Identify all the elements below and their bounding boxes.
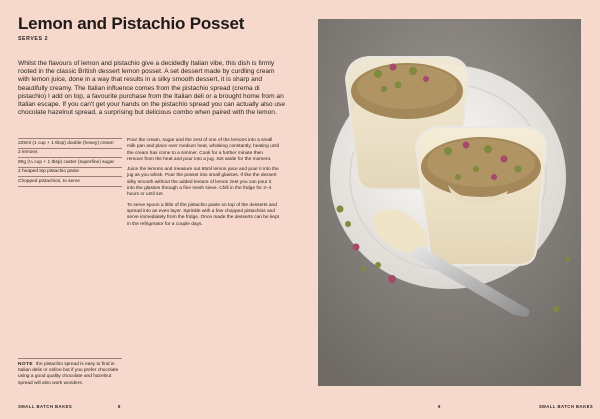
- ingredients-list: [18, 138, 122, 187]
- method-steps: [127, 138, 279, 232]
- front-glass: [416, 127, 546, 265]
- recipe-title: Lemon and Pistachio Posset: [18, 14, 245, 33]
- dessert-illustration: [318, 19, 581, 386]
- ingredient-item: 90g (¼ cup + 1 tbsp) caster (superfine) sugar: [18, 157, 122, 167]
- dessert-photo: [318, 19, 581, 386]
- ingredient-item: 2 heaped tsp pistachio paste: [18, 167, 122, 177]
- ingredient-item: Chopped pistachios, to serve: [18, 176, 122, 187]
- footer-book-title-left: SMALL BATCH BAKES: [18, 404, 73, 409]
- note-label: NOTE: [18, 362, 33, 367]
- ingredient-item: 2 lemons: [18, 148, 122, 158]
- page-number-right: 9: [438, 404, 441, 409]
- method-step: Juice the lemons and measure out 65ml lemon juice and pour it into the jug as you whisk. Pour the posset into small glasses. If like the dessert silky smooth without the added texture of lemon zest you can pour it into the glasses through a fine mesh sieve. Chill in the fridge for 2–4 hours or until set.: [127, 167, 279, 198]
- recipe-note: [18, 358, 122, 387]
- note-text: the pistachio spread is easy to find in Italian delis or online but if you prefer chocolate using a good quality chocolate and hazelnut spread will also work wonders.: [18, 362, 119, 386]
- ingredient-item: 225ml (1 cup + 1 tbsp) double (heavy) cream: [18, 138, 122, 148]
- method-step: To serve spoon a little of the pistachio paste on top of the desserts and spread into an even layer. Sprinkle with a few chopped pistachios and serve immediately from the fridge. Once made the desserts can be kept in the refrigerator for a couple days.: [127, 202, 279, 227]
- footer-book-title-right: SMALL BATCH BAKES: [539, 404, 594, 409]
- method-step: Pour the cream, sugar and the zest of one of the lemons into a small milk pan and place over medium heat, whisking constantly, heating until the cream has come to a simmer. Cook for a further minute then remove from the heat and pour into a jug. Set aside for the moment.: [127, 138, 279, 162]
- page-number-left: 8: [118, 404, 121, 409]
- serves-label: SERVES 2: [18, 36, 49, 42]
- recipe-intro: Whilst the flavours of lemon and pistachio give a decidedly Italian vibe, this dish is firmly rooted in the classic British dessert lemon posset. A set dessert made by curdling cream with lemon juice, done in a way that results in a silky smooth dessert, it is sharp and beautifully creamy. The Italian influence comes from the pistachio spread (crema di pistachio) I add on top, a favourite purchase from the Italian deli or a brought home from an Italian escape. If you can't get your hands on the pistachio spread you can actually also use chocolate hazelnut spread, a surprising but delicious combo when paired with the lemon.: [18, 60, 286, 117]
